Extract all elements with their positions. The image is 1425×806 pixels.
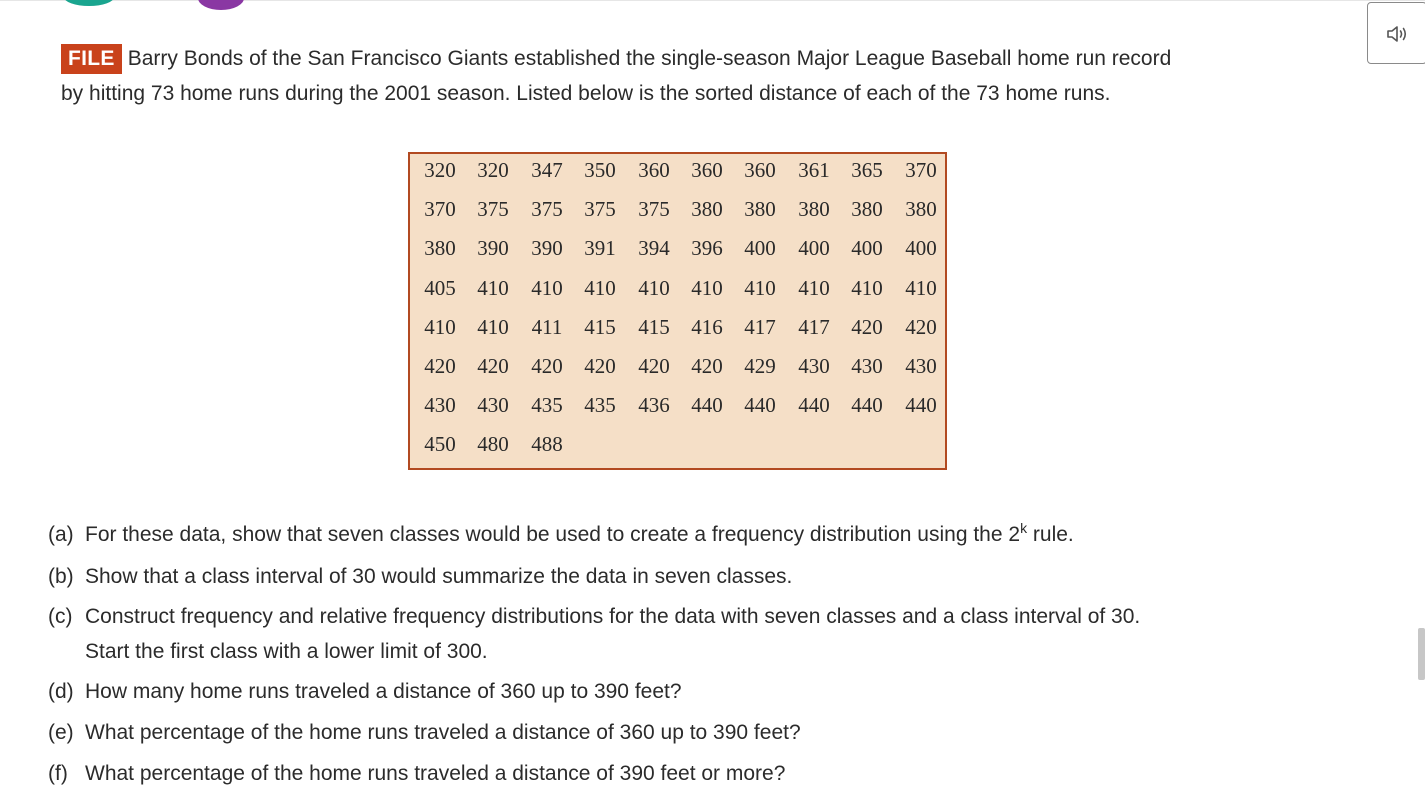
question-text: How many home runs traveled a distance of 360 up to 390 feet? (85, 680, 682, 703)
data-cell: 400 (798, 236, 830, 260)
problem-intro (61, 41, 1321, 111)
question-label: (b) (48, 565, 74, 588)
data-cell: 380 (798, 197, 830, 221)
question-label: (f) (48, 762, 68, 785)
data-cell: 440 (851, 393, 883, 417)
question-label: (c) (48, 605, 73, 628)
file-badge[interactable]: FILE (61, 44, 122, 74)
data-cell: 380 (851, 197, 883, 221)
data-cell: 410 (744, 276, 776, 300)
data-cell: 405 (424, 276, 456, 300)
data-cell: 440 (744, 393, 776, 417)
data-cell: 410 (477, 315, 509, 339)
data-cell: 416 (691, 315, 723, 339)
data-cell: 415 (638, 315, 670, 339)
data-cell: 420 (851, 315, 883, 339)
data-cell: 390 (477, 236, 509, 260)
question-text: What percentage of the home runs traveled a distance of 390 feet or more? (85, 762, 786, 785)
question-text: For these data, show that seven classes would be used to create a frequency distribution using the 2 (85, 523, 1021, 546)
data-cell: 440 (905, 393, 937, 417)
question-text-end: rule. (1027, 523, 1074, 546)
data-cell: 420 (691, 354, 723, 378)
superscript-k: k (1020, 520, 1028, 536)
data-cell: 410 (531, 276, 563, 300)
data-cell: 396 (691, 236, 723, 260)
data-cell: 360 (691, 158, 723, 182)
question-label: (d) (48, 680, 74, 703)
data-cell: 440 (691, 393, 723, 417)
data-cell: 380 (744, 197, 776, 221)
data-cell: 347 (531, 158, 563, 182)
data-cell: 430 (424, 393, 456, 417)
home-run-data-table (408, 152, 947, 470)
data-cell: 410 (424, 315, 456, 339)
data-cell: 390 (531, 236, 563, 260)
data-cell: 429 (744, 354, 776, 378)
data-cell: 400 (744, 236, 776, 260)
question-text: Construct frequency and relative frequency distributions for the data with seven classes and a class interval of 30. (85, 605, 1141, 628)
question-label: (a) (48, 523, 74, 546)
decorative-teal-shape (64, 0, 114, 6)
question-text-line2: Start the first class with a lower limit of 300. (85, 640, 488, 663)
data-cell: 410 (798, 276, 830, 300)
scrollbar-thumb[interactable] (1418, 628, 1425, 680)
data-cell: 420 (905, 315, 937, 339)
data-cell: 410 (851, 276, 883, 300)
question-text: Show that a class interval of 30 would summarize the data in seven classes. (85, 565, 793, 588)
data-cell: 400 (851, 236, 883, 260)
data-cell: 435 (531, 393, 563, 417)
data-cell: 375 (477, 197, 509, 221)
data-cell: 417 (744, 315, 776, 339)
data-cell: 375 (531, 197, 563, 221)
data-cell: 410 (584, 276, 616, 300)
intro-line-1: Barry Bonds of the San Francisco Giants established the single-season Major League Baseball home run record (127, 47, 1172, 70)
question-label: (e) (48, 721, 74, 744)
data-cell: 480 (477, 432, 509, 456)
data-cell: 420 (531, 354, 563, 378)
data-cell: 391 (584, 236, 616, 260)
data-cell: 370 (424, 197, 456, 221)
data-cell: 430 (798, 354, 830, 378)
data-cell: 365 (851, 158, 883, 182)
data-cell: 420 (638, 354, 670, 378)
data-cell: 370 (905, 158, 937, 182)
speaker-icon (1386, 24, 1410, 44)
data-cell: 375 (638, 197, 670, 221)
data-cell: 430 (477, 393, 509, 417)
data-cell: 394 (638, 236, 670, 260)
data-cell: 361 (798, 158, 830, 182)
audio-button[interactable] (1367, 2, 1425, 64)
data-cell: 410 (905, 276, 937, 300)
data-cell: 430 (905, 354, 937, 378)
data-cell: 400 (905, 236, 937, 260)
data-cell: 360 (638, 158, 670, 182)
data-cell: 350 (584, 158, 616, 182)
data-cell: 450 (424, 432, 456, 456)
question-text: What percentage of the home runs traveled a distance of 360 up to 390 feet? (85, 721, 801, 744)
decorative-purple-shape (198, 0, 244, 10)
data-cell: 420 (424, 354, 456, 378)
data-cell: 430 (851, 354, 883, 378)
data-cell: 435 (584, 393, 616, 417)
data-cell: 420 (584, 354, 616, 378)
data-cell: 411 (531, 315, 563, 339)
data-cell: 440 (798, 393, 830, 417)
data-cell: 436 (638, 393, 670, 417)
data-cell: 417 (798, 315, 830, 339)
data-cell: 415 (584, 315, 616, 339)
data-cell: 360 (744, 158, 776, 182)
intro-line-2: by hitting 73 home runs during the 2001 season. Listed below is the sorted distance of each of the 73 home runs. (61, 82, 1111, 105)
data-cell: 410 (691, 276, 723, 300)
data-cell: 320 (424, 158, 456, 182)
data-cell: 380 (691, 197, 723, 221)
data-cell: 380 (905, 197, 937, 221)
data-cell: 380 (424, 236, 456, 260)
data-cell: 488 (531, 432, 563, 456)
data-cell: 410 (638, 276, 670, 300)
data-cell: 410 (477, 276, 509, 300)
data-cell: 375 (584, 197, 616, 221)
data-cell: 420 (477, 354, 509, 378)
data-cell: 320 (477, 158, 509, 182)
